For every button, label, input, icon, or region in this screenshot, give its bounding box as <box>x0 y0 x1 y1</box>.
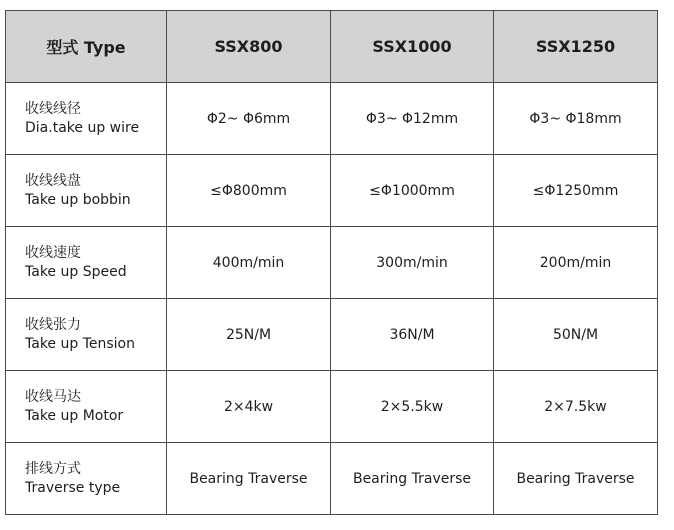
table-row <box>6 83 658 155</box>
spec-table <box>5 10 658 515</box>
cell-value: Bearing Traverse <box>167 443 331 515</box>
table-row <box>6 299 658 371</box>
header-model-ssx800: SSX800 <box>167 11 331 83</box>
table-row <box>6 155 658 227</box>
row-label-en: Take up Speed <box>25 263 127 280</box>
cell-value: Bearing Traverse <box>494 443 658 515</box>
cell-value: ≤Φ1000mm <box>331 155 494 227</box>
row-label <box>6 371 167 443</box>
row-label-cn: 收线线径 <box>25 100 81 117</box>
cell-value: 36N/M <box>331 299 494 371</box>
cell-value: ≤Φ800mm <box>167 155 331 227</box>
row-label-en: Dia.take up wire <box>25 119 140 136</box>
row-label-en: Take up Motor <box>25 407 124 424</box>
row-label <box>6 443 167 515</box>
table-row <box>6 227 658 299</box>
cell-value: 50N/M <box>494 299 658 371</box>
cell-value: 300m/min <box>331 227 494 299</box>
cell-value: 2×5.5kw <box>331 371 494 443</box>
row-label-cn: 收线线盘 <box>25 172 81 189</box>
row-label-cn: 排线方式 <box>25 460 81 477</box>
cell-value: Φ2~ Φ6mm <box>167 83 331 155</box>
row-label-en: Take up Tension <box>25 335 135 352</box>
row-label <box>6 83 167 155</box>
cell-value: ≤Φ1250mm <box>494 155 658 227</box>
cell-value: 400m/min <box>167 227 331 299</box>
row-label <box>6 227 167 299</box>
cell-value: 25N/M <box>167 299 331 371</box>
row-label-cn: 收线马达 <box>25 388 81 405</box>
spec-table-container <box>5 10 658 515</box>
row-label <box>6 155 167 227</box>
header-model-ssx1250: SSX1250 <box>494 11 658 83</box>
row-label-cn: 收线速度 <box>25 244 81 261</box>
row-label <box>6 299 167 371</box>
header-type-label: 型式 Type <box>6 11 167 83</box>
table-row <box>6 443 658 515</box>
cell-value: 2×7.5kw <box>494 371 658 443</box>
cell-value: 2×4kw <box>167 371 331 443</box>
cell-value: Bearing Traverse <box>331 443 494 515</box>
header-row <box>6 11 658 83</box>
cell-value: Φ3~ Φ18mm <box>494 83 658 155</box>
cell-value: Φ3~ Φ12mm <box>331 83 494 155</box>
row-label-en: Traverse type <box>25 479 121 496</box>
cell-value: 200m/min <box>494 227 658 299</box>
header-model-ssx1000: SSX1000 <box>331 11 494 83</box>
row-label-en: Take up bobbin <box>25 191 131 208</box>
table-row <box>6 371 658 443</box>
row-label-cn: 收线张力 <box>25 316 81 333</box>
